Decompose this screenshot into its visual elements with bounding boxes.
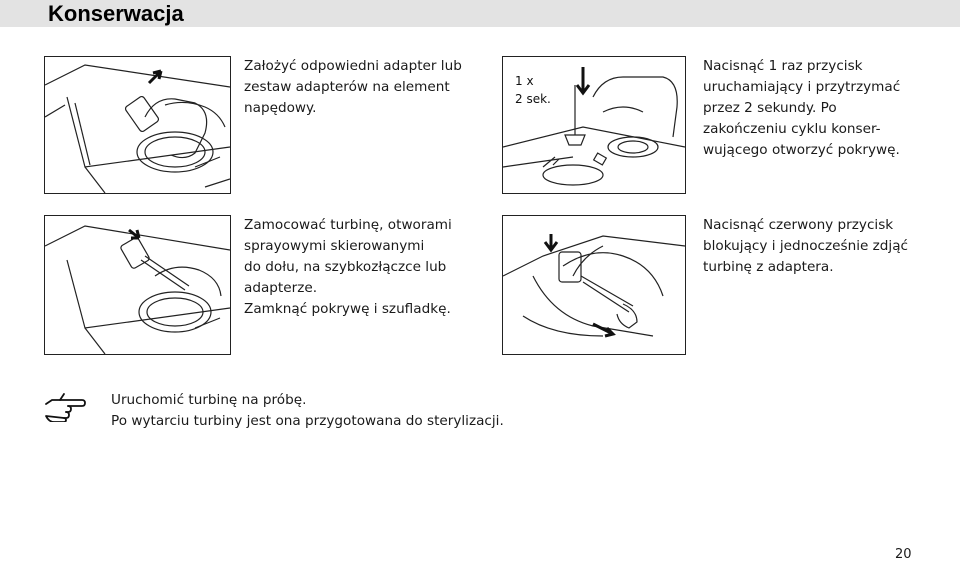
figure-label-count: 1 x [515, 74, 534, 88]
page-number: 20 [895, 547, 912, 562]
step-4-text [703, 215, 908, 278]
step-line: zestaw adapterów na element [244, 79, 450, 95]
step-line: sprayowymi skierowanymi [244, 238, 425, 254]
figure-mount-turbine [44, 215, 231, 355]
page-header [0, 0, 960, 27]
step-line: turbinę z adaptera. [703, 259, 834, 275]
illustration-remove-turbine [503, 216, 685, 354]
step-1-text [244, 56, 462, 119]
figure-label-duration: 2 sek. [515, 92, 551, 106]
step-line: wującego otworzyć pokrywę. [703, 142, 900, 158]
step-line: Nacisnąć czerwony przycisk [703, 217, 894, 233]
figure-remove-turbine [502, 215, 686, 355]
step-line: zakończeniu cyklu konser- [703, 121, 881, 137]
step-line: Założyć odpowiedni adapter lub [244, 58, 462, 74]
step-2-text [703, 56, 900, 161]
illustration-attach-adapter [45, 57, 230, 193]
page-title: Konserwacja [48, 1, 184, 26]
step-line: blokujący i jednocześnie zdjąć [703, 238, 909, 254]
note-line: Uruchomić turbinę na próbę. [111, 392, 307, 408]
pointing-hand-icon [44, 390, 86, 422]
step-line: przez 2 sekundy. Po [703, 100, 837, 116]
note-text [111, 390, 504, 432]
step-line: napędowy. [244, 100, 317, 116]
step-line: Zamknąć pokrywę i szufladkę. [244, 301, 451, 317]
step-3-text [244, 215, 452, 320]
step-line: uruchamiający i przytrzymać [703, 79, 901, 95]
step-line: adapterze. [244, 280, 318, 296]
illustration-press-start [503, 57, 685, 193]
figure-attach-adapter [44, 56, 231, 194]
step-line: Nacisnąć 1 raz przycisk [703, 58, 863, 74]
step-line: Zamocować turbinę, otworami [244, 217, 452, 233]
note-line: Po wytarciu turbiny jest ona przygotowana do sterylizacji. [111, 413, 504, 429]
illustration-mount-turbine [45, 216, 230, 354]
figure-press-start [502, 56, 686, 194]
step-line: do dołu, na szybkozłączce lub [244, 259, 447, 275]
